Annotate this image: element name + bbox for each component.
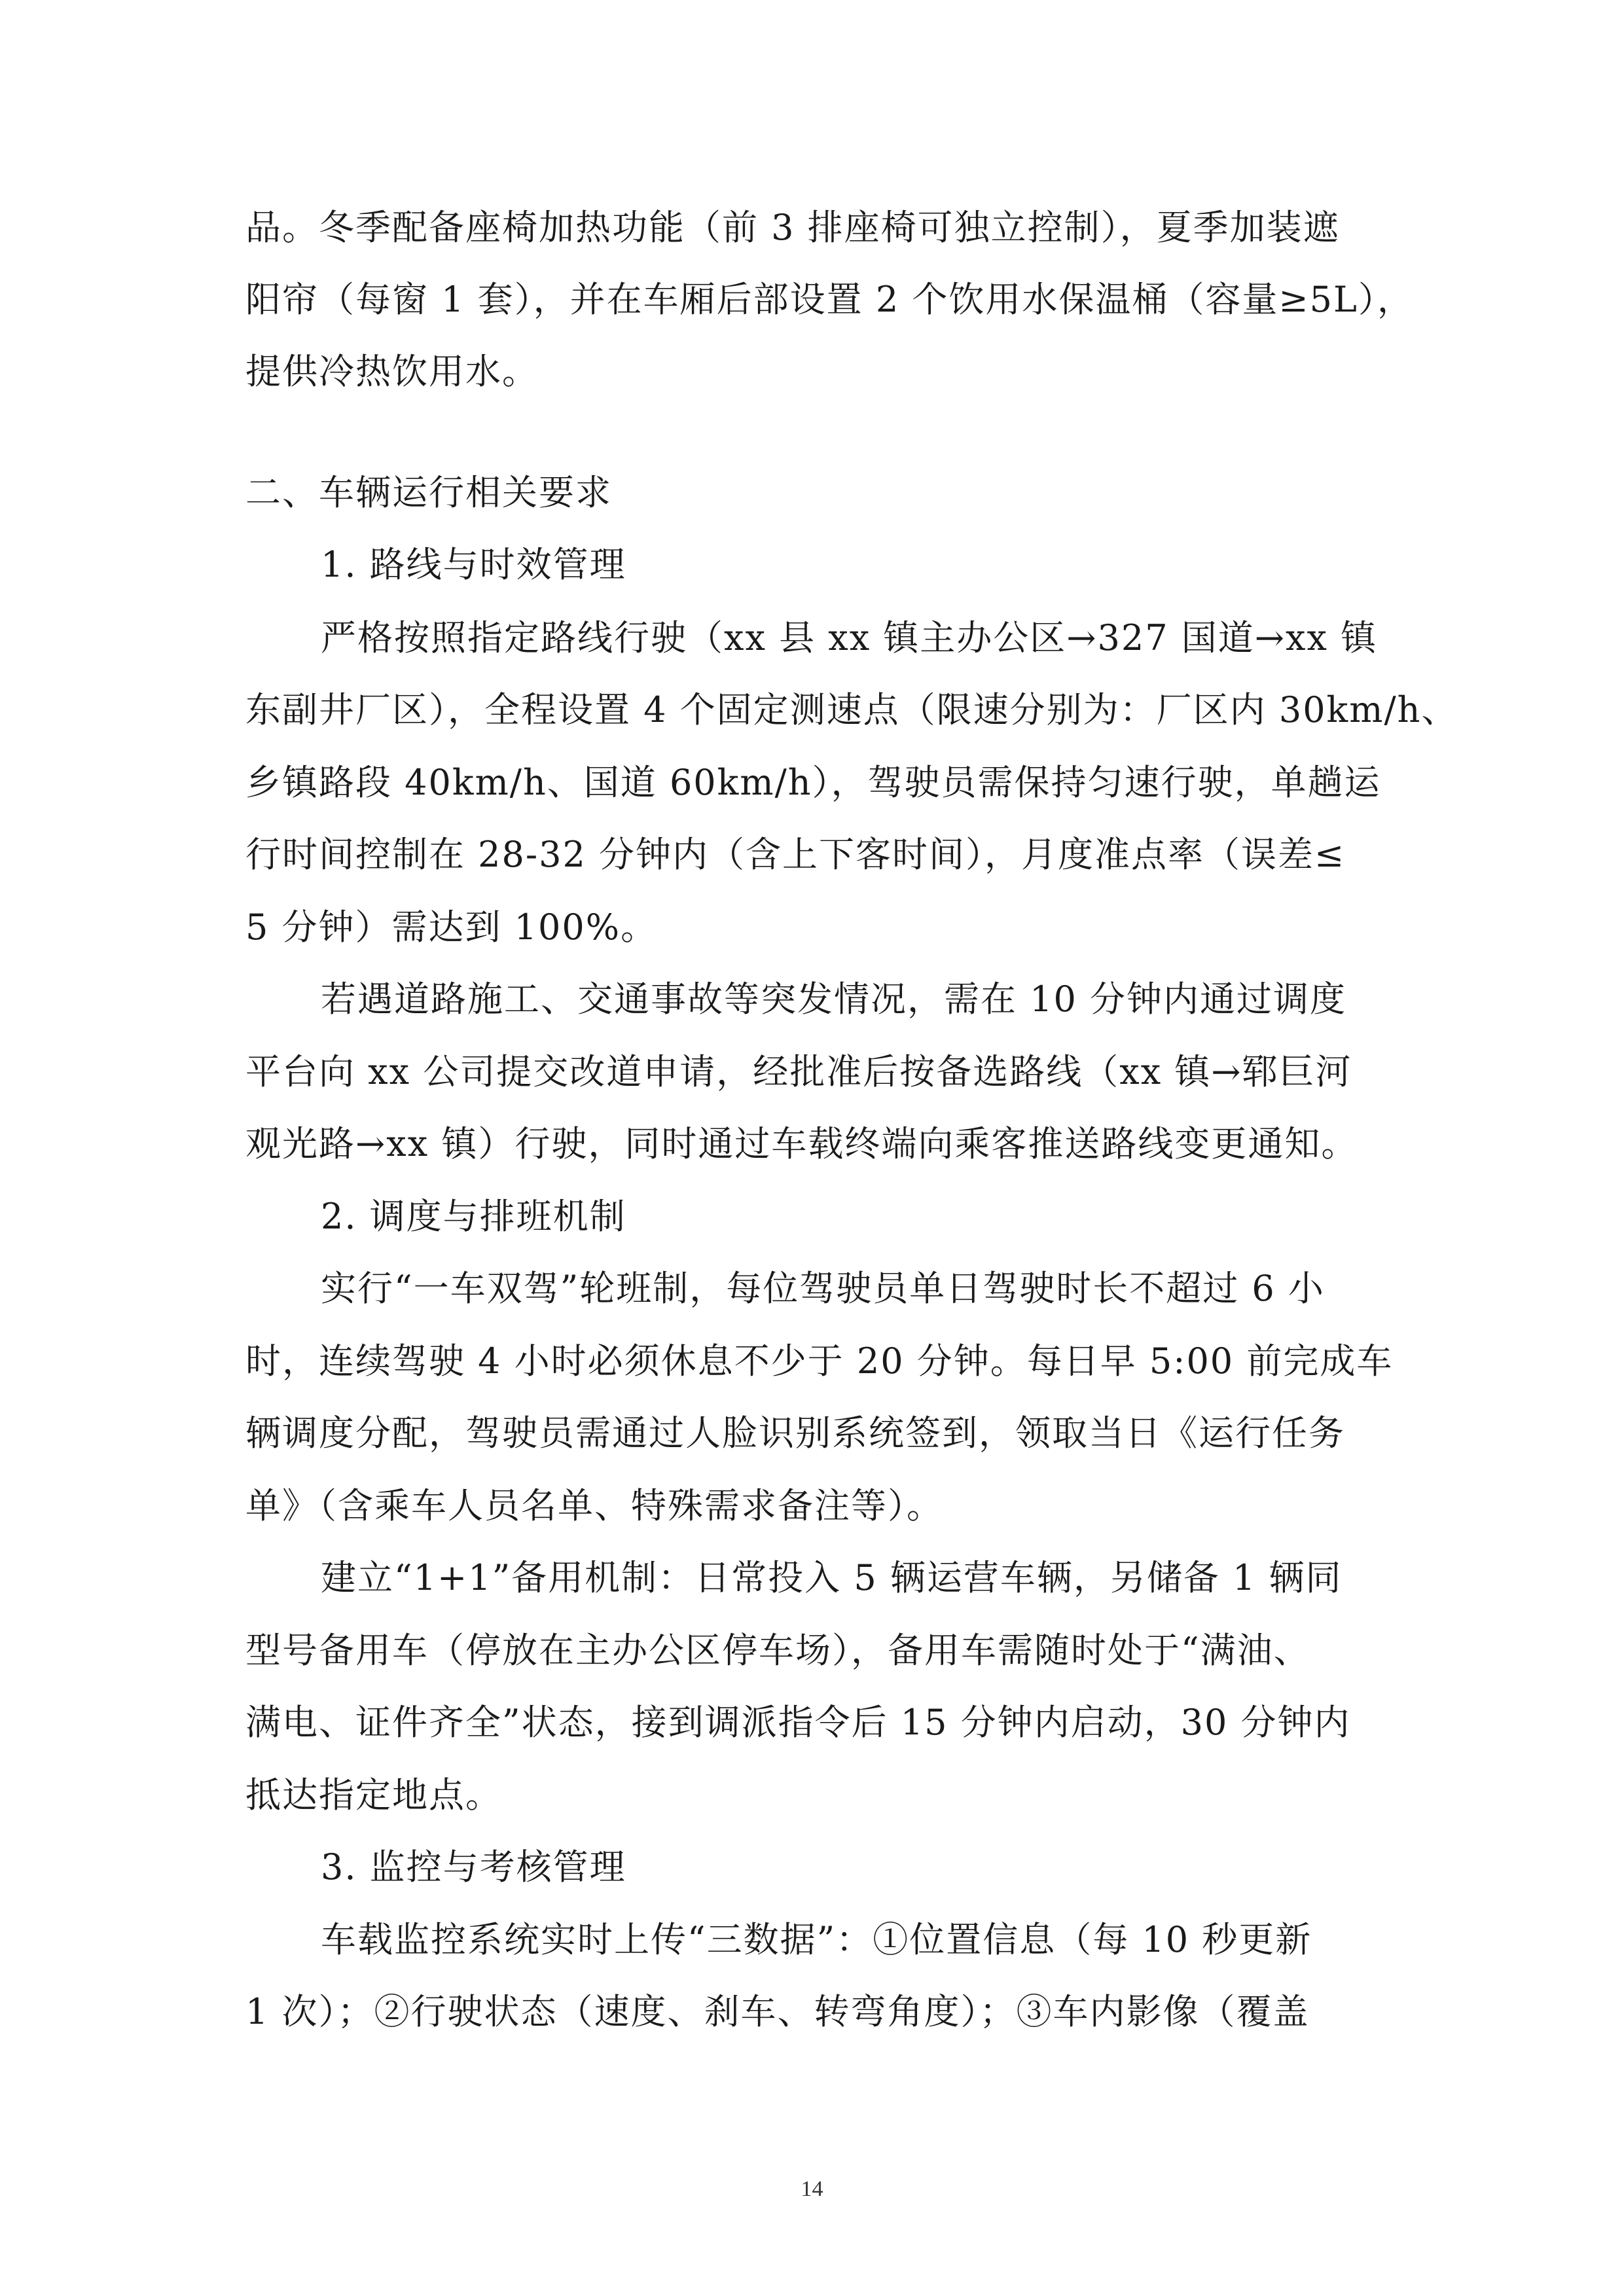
- paragraph-line: 辆调度分配，驾驶员需通过人脸识别系统签到，领取当日《运行任务: [245, 1412, 1345, 1454]
- paragraph-line: 提供冷热饮用水。: [245, 351, 539, 392]
- paragraph-line: 5 分钟）需达到 100%。: [245, 906, 658, 948]
- subsection-heading: 2. 调度与排班机制: [321, 1196, 626, 1237]
- page-number: 14: [801, 2177, 823, 2201]
- section-heading: 二、车辆运行相关要求: [245, 472, 612, 513]
- paragraph-line: 抵达指定地点。: [245, 1774, 502, 1816]
- paragraph-line: 品。冬季配备座椅加热功能（前 3 排座椅可独立控制），夏季加装遮: [245, 207, 1340, 248]
- paragraph-line: 平台向 xx 公司提交改道申请，经批准后按备选路线（xx 镇→郓巨河: [245, 1051, 1352, 1092]
- paragraph-line: 满电、证件齐全”状态，接到调派指令后 15 分钟内启动，30 分钟内: [245, 1702, 1351, 1743]
- paragraph-line: 建立“1+1”备用机制：日常投入 5 辆运营车辆，另储备 1 辆同: [321, 1557, 1343, 1598]
- paragraph-line: 时，连续驾驶 4 小时必须休息不少于 20 分钟。每日早 5:00 前完成车: [245, 1340, 1394, 1382]
- paragraph-line: 1 次）；②行驶状态（速度、刹车、转弯角度）；③车内影像（覆盖: [245, 1991, 1310, 2032]
- subsection-heading: 3. 监控与考核管理: [321, 1846, 626, 1888]
- subsection-heading: 1. 路线与时效管理: [321, 544, 626, 585]
- paragraph-line: 观光路→xx 镇）行驶，同时通过车载终端向乘客推送路线变更通知。: [245, 1123, 1358, 1164]
- paragraph-line: 车载监控系统实时上传“三数据”：①位置信息（每 10 秒更新: [321, 1919, 1312, 1960]
- paragraph-line: 型号备用车（停放在主办公区停车场），备用车需随时处于“满油、: [245, 1630, 1310, 1671]
- paragraph-line: 行时间控制在 28-32 分钟内（含上下客时间），月度准点率（误差≤: [245, 834, 1346, 875]
- paragraph-line: 东副井厂区），全程设置 4 个固定测速点（限速分别为：厂区内 30km/h、: [245, 689, 1458, 730]
- paragraph-line: 单》（含乘车人员名单、特殊需求备注等）。: [245, 1485, 943, 1526]
- paragraph-line: 乡镇路段 40km/h、国道 60km/h），驾驶员需保持匀速行驶，单趟运: [245, 762, 1381, 803]
- paragraph-line: 若遇道路施工、交通事故等突发情况，需在 10 分钟内通过调度: [321, 978, 1347, 1020]
- paragraph-line: 阳帘（每窗 1 套），并在车厢后部设置 2 个饮用水保温桶（容量≥5L），: [245, 279, 1414, 320]
- paragraph-line: 严格按照指定路线行驶（xx 县 xx 镇主办公区→327 国道→xx 镇: [321, 617, 1378, 658]
- paragraph-line: 实行“一车双驾”轮班制，每位驾驶员单日驾驶时长不超过 6 小: [321, 1268, 1325, 1309]
